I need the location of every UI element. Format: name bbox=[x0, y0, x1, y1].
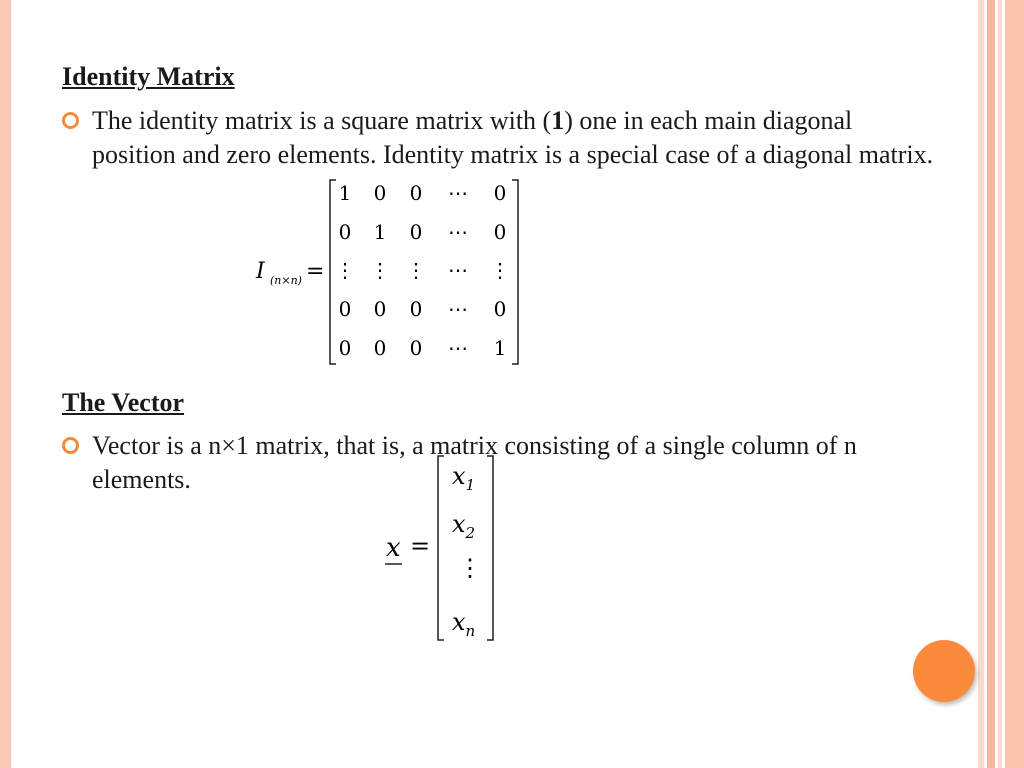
matrix-cell: 0 bbox=[338, 297, 352, 321]
right-decor-stripes bbox=[978, 0, 1024, 768]
matrix-cell: 0 bbox=[338, 336, 352, 360]
matrix-cell: 0 bbox=[409, 220, 423, 244]
matrix-cell: 0 bbox=[373, 336, 387, 360]
matrix-cell: ⋮ bbox=[370, 258, 390, 282]
matrix-cell: ⋮ bbox=[490, 258, 510, 282]
matrix-cell: 0 bbox=[338, 220, 352, 244]
vector-entry: $x_n$ bbox=[452, 608, 476, 640]
vector-left-bracket bbox=[438, 456, 444, 640]
matrix-cell: 1 bbox=[373, 220, 387, 244]
matrix-cell: ⋮ bbox=[335, 258, 355, 282]
left-decor-stripe bbox=[0, 0, 11, 768]
matrix-cell: ⋯ bbox=[448, 297, 468, 321]
matrix-cell: 0 bbox=[373, 181, 387, 205]
matrix-cell: 1 bbox=[338, 181, 352, 205]
matrix-cell: ⋯ bbox=[448, 336, 468, 360]
identity-matrix-figure bbox=[250, 174, 540, 370]
vector-equals: = bbox=[410, 532, 431, 560]
vector-figure bbox=[380, 448, 510, 644]
matrix-cell: ⋮ bbox=[406, 258, 426, 282]
vector-entry: $x_1$ bbox=[452, 462, 476, 494]
matrix-cell: 0 bbox=[493, 297, 507, 321]
vector-symbol: x bbox=[386, 533, 401, 563]
identity-matrix-heading: Identity Matrix bbox=[62, 62, 235, 91]
matrix-cell: ⋯ bbox=[448, 220, 468, 244]
matrix-cell: ⋯ bbox=[448, 181, 468, 205]
bullet-circle-icon bbox=[62, 437, 79, 454]
identity-bullet bbox=[62, 104, 942, 172]
matrix-cell: 0 bbox=[493, 220, 507, 244]
identity-matrix-subscript: (n×n) bbox=[270, 274, 302, 287]
vector-bullet-text: Vector is a n×1 matrix, that is, a matrix consisting of a single column of n elements. bbox=[92, 431, 857, 494]
vector-cells bbox=[452, 462, 482, 640]
identity-matrix-symbol: I bbox=[256, 259, 265, 284]
identity-matrix-equals: = bbox=[306, 259, 325, 284]
matrix-cell: 0 bbox=[409, 336, 423, 360]
bullet-circle-icon bbox=[62, 112, 79, 129]
matrix-cell: ⋯ bbox=[448, 258, 468, 282]
matrix-cell: 0 bbox=[373, 297, 387, 321]
identity-bullet-text: The identity matrix is a square matrix with (1) one in each main diagonal position and zero elements. Identity matrix is a special case of a diagonal matrix. bbox=[92, 106, 934, 169]
vector-entry: $x_2$ bbox=[452, 510, 476, 542]
matrix-cell: 0 bbox=[409, 297, 423, 321]
vector-entry: ⋮ bbox=[458, 554, 482, 582]
matrix-cell: 0 bbox=[493, 181, 507, 205]
matrix-cells bbox=[335, 181, 510, 360]
vector-right-bracket bbox=[487, 456, 493, 640]
vector-heading: The Vector bbox=[62, 388, 185, 417]
matrix-cell: 1 bbox=[493, 336, 507, 360]
matrix-right-bracket bbox=[512, 180, 518, 364]
accent-circle-decoration bbox=[913, 640, 975, 702]
matrix-cell: 0 bbox=[409, 181, 423, 205]
